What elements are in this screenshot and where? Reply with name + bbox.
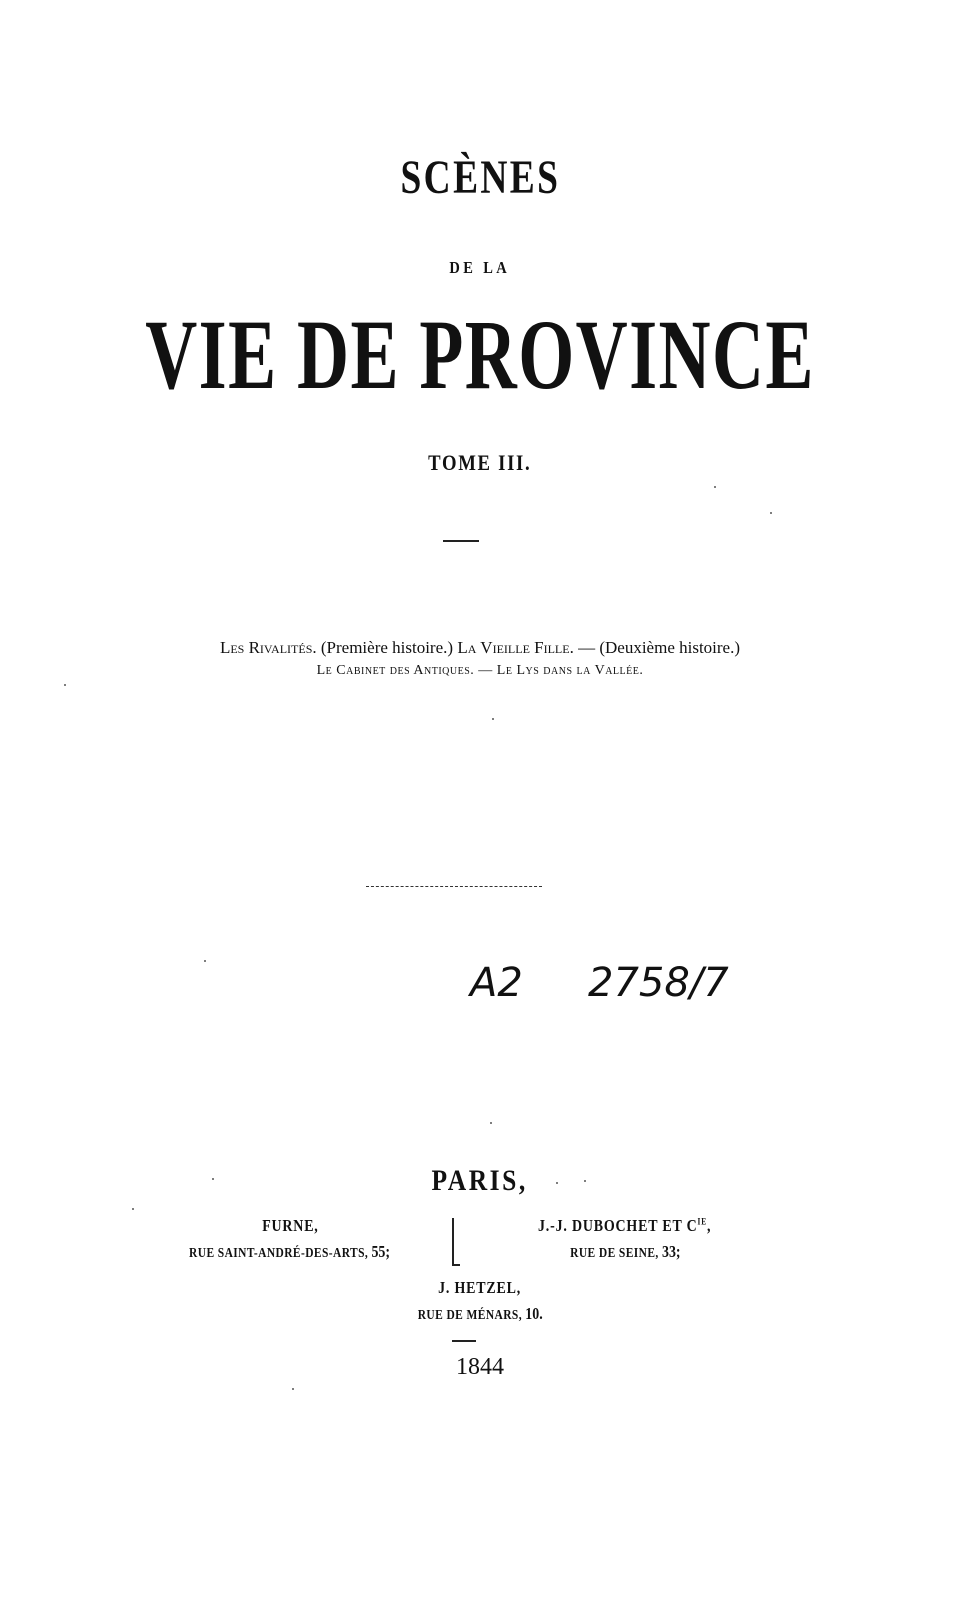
publisher-hetzel: J. HETZEL, RUE DE MÉNARS, 10. (417, 1278, 543, 1323)
shelfmark-number: 2758/7 (588, 960, 729, 1006)
story-title: La Vieille Fille. (457, 638, 574, 657)
shelfmark-prefix: A2 (470, 960, 523, 1006)
scan-speck (556, 1182, 558, 1184)
divider-rule (443, 540, 479, 542)
story-separator: — (474, 663, 497, 678)
volume-label: TOME III. (428, 450, 532, 475)
scan-speck (584, 1180, 586, 1182)
title-line-de-la: DE LA (449, 258, 511, 277)
scan-speck (64, 684, 66, 686)
publisher-dubochet: J.-J. DUBOCHET ET $C^{IE}$, RUE DE SEINE, 33; (538, 1216, 712, 1261)
scan-speck (770, 512, 772, 514)
dashed-divider (366, 886, 542, 887)
scan-speck (492, 718, 494, 720)
scan-speck (212, 1178, 214, 1180)
story-note: — (Deuxième histoire.) (573, 638, 741, 657)
contents-line-2 (0, 663, 960, 679)
scan-speck (714, 486, 716, 488)
publisher-bracket (452, 1218, 460, 1266)
contents-line-1 (0, 638, 960, 658)
story-title: Les Rivalités. (219, 638, 317, 657)
publisher-furne: FURNE, RUE SAINT-ANDRÉ-DES-ARTS, 55; (189, 1216, 391, 1261)
title-line-vie-de-province: VIE DE PROVINCE (145, 299, 815, 410)
scan-speck (292, 1388, 294, 1390)
scan-speck (490, 1122, 492, 1124)
story-title: Le Cabinet des Antiques. (316, 663, 475, 678)
publication-year: 1844 (456, 1354, 504, 1380)
divider-rule (452, 1340, 476, 1342)
scan-speck (204, 960, 206, 962)
story-note: (Première histoire.) (316, 638, 458, 657)
story-title: Le Lys dans la Vallée. (496, 663, 644, 678)
title-line-scenes: SCÈNES (400, 151, 560, 204)
imprint-city: PARIS, (431, 1164, 529, 1197)
scan-speck (132, 1208, 134, 1210)
